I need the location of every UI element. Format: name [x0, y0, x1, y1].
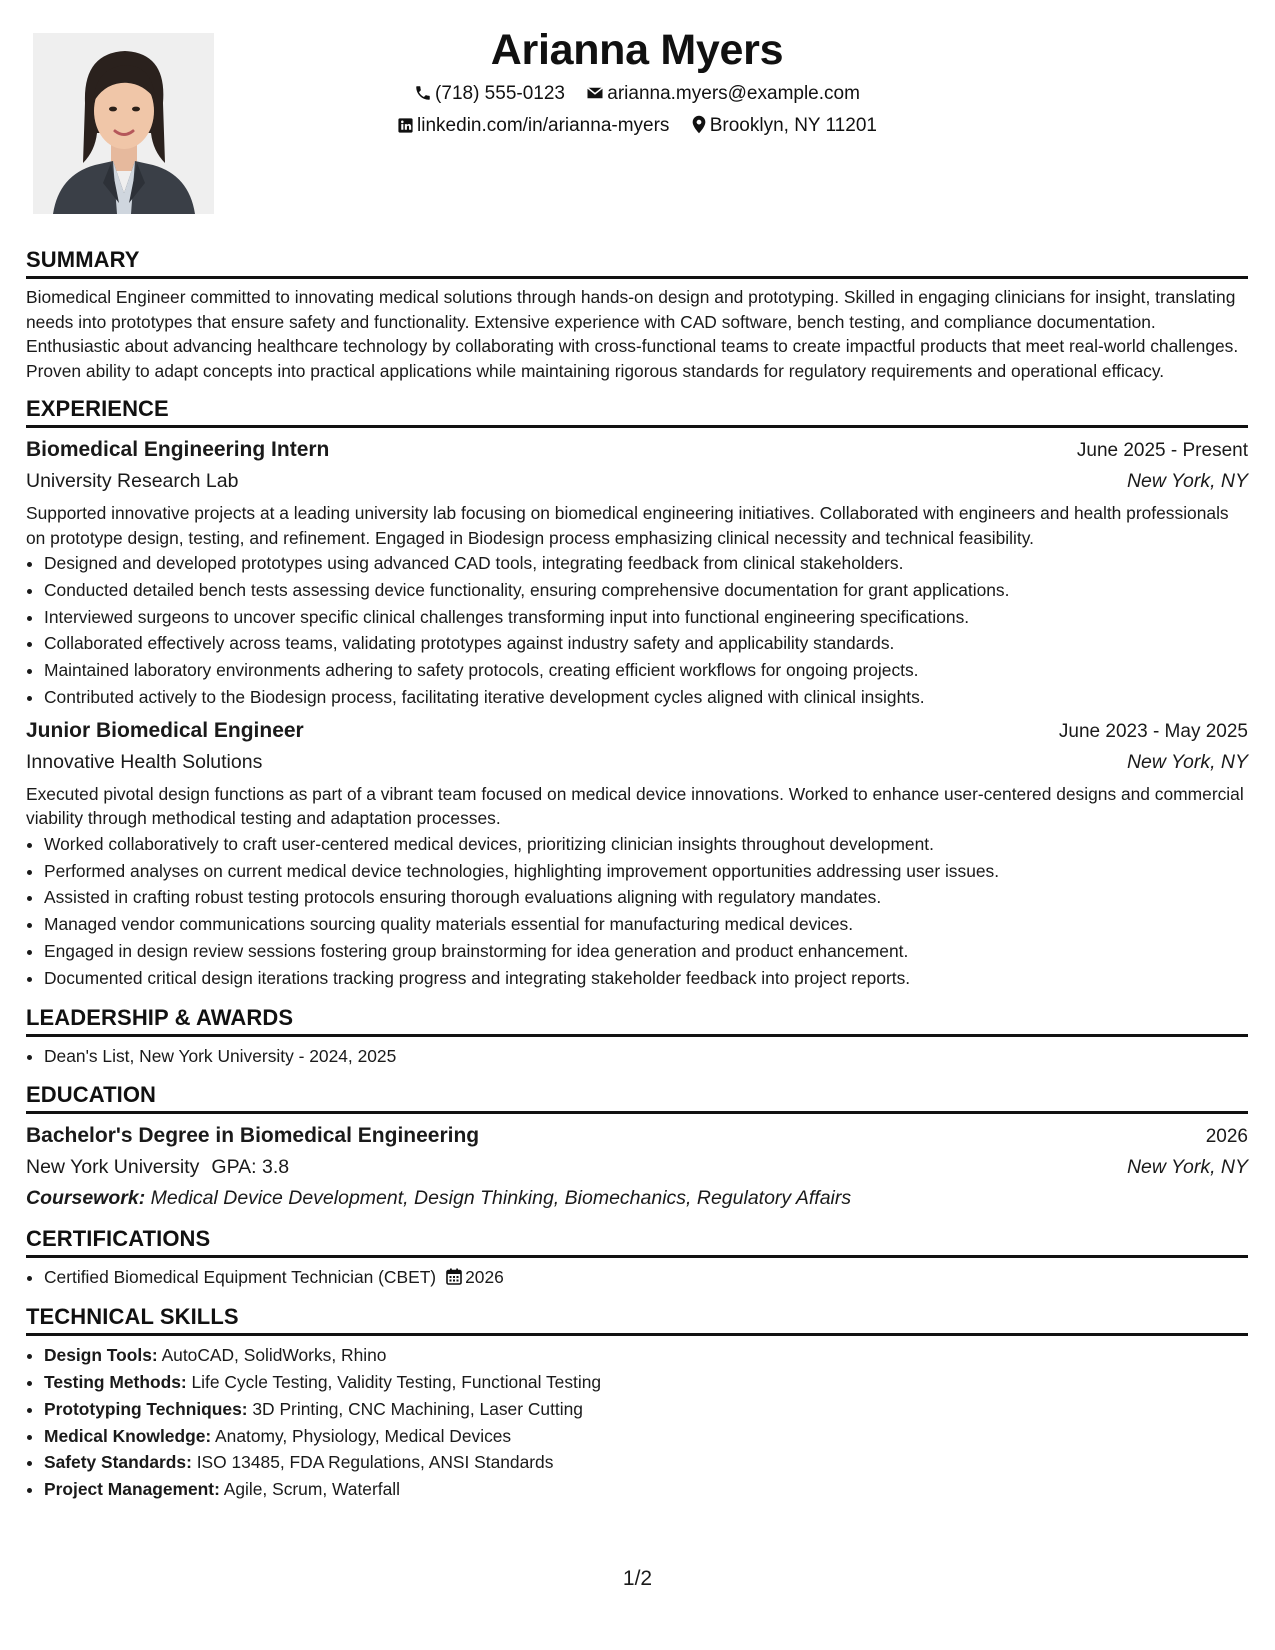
awards-list: [26, 1043, 1248, 1070]
skills-list: [26, 1342, 1248, 1503]
location-text: Brooklyn, NY 11201: [709, 115, 877, 136]
skill-label: Project Management:: [44, 1479, 220, 1500]
list-item: [44, 1396, 1248, 1423]
section-divider: [26, 1333, 1248, 1336]
gpa: GPA: 3.8: [211, 1156, 290, 1179]
leadership-section: [26, 1004, 1248, 1070]
job-bullets: [26, 550, 1248, 711]
skill-value: Agile, Scrum, Waterfall: [223, 1479, 400, 1500]
calendar-icon: [446, 1268, 462, 1285]
company-name: Innovative Health Solutions: [26, 750, 263, 773]
section-title-skills: TECHNICAL SKILLS: [26, 1304, 239, 1330]
list-item: • Contributed actively to the Biodesign process, facilitating iterative development cycles aligned with clinical insights.: [44, 684, 1248, 711]
section-title-education: EDUCATION: [26, 1082, 157, 1108]
job-location: New York, NY: [1126, 470, 1248, 492]
email-icon: [586, 84, 604, 102]
list-item: [44, 1449, 1248, 1476]
summary-section: [26, 246, 1248, 383]
job-bullets: [26, 831, 1248, 992]
section-title-summary: SUMMARY: [26, 247, 140, 272]
list-item: • Dean's List, New York University - 2024, 2025: [44, 1043, 1248, 1070]
section-divider: [26, 1255, 1248, 1258]
list-item: [44, 1423, 1248, 1450]
list-item: • Documented critical design iterations tracking progress and integrating stakeholder feedback into project reports.: [44, 965, 1248, 992]
phone-contact: [414, 78, 565, 110]
list-item: [44, 1264, 1248, 1291]
job-entry: [26, 715, 1248, 992]
phone-icon: [414, 84, 432, 102]
linkedin-icon: [397, 117, 414, 134]
skill-value: AutoCAD, SolidWorks, Rhino: [161, 1345, 387, 1366]
certification-date: [436, 1267, 504, 1287]
job-entry: [26, 434, 1248, 711]
section-title-certifications: CERTIFICATIONS: [26, 1226, 211, 1252]
skill-label: Testing Methods:: [44, 1371, 187, 1392]
certification-name: Certified Biomedical Equipment Technician (CBET): [44, 1267, 437, 1288]
school-location: New York, NY: [1126, 1156, 1248, 1179]
job-title: Junior Biomedical Engineer: [26, 718, 304, 742]
job-description: Supported innovative projects at a leading university lab focusing on biomedical engineering initiatives. Collaborated with engineers and health professionals on prototype design, testing, and refinement. Engaged in Biodesign process emphasizing clinical necessity and technical feasibility.: [26, 503, 1229, 548]
certification-year: 2026: [465, 1267, 504, 1288]
degree-title: Bachelor's Degree in Biomedical Engineering: [26, 1124, 480, 1148]
education-section: [26, 1081, 1248, 1213]
job-dates: June 2025 - Present: [1076, 440, 1248, 461]
list-item: [44, 1476, 1248, 1503]
skill-label: Medical Knowledge:: [44, 1425, 212, 1446]
resume-body: [26, 246, 1248, 1503]
list-item: [44, 1342, 1248, 1369]
phone-number: (718) 555-0123: [435, 83, 565, 104]
section-divider: [26, 276, 1248, 279]
contact-line-2: [26, 110, 1248, 142]
page-number: 1/2: [622, 1567, 653, 1590]
company-name: University Research Lab: [26, 470, 239, 492]
section-divider: [26, 1034, 1248, 1037]
job-description: Executed pivotal design functions as part of a vibrant team focused on medical device innovations. Worked to enhance user-centered designs and commercial viability through methodical testing and adaptation processes.: [26, 783, 1244, 829]
section-title-experience: EXPERIENCE: [26, 396, 169, 421]
school-line: [26, 1152, 289, 1183]
list-item: • Interviewed surgeons to uncover specific clinical challenges transforming input into functional engineering specifications.: [44, 604, 1248, 631]
list-item: • Assisted in crafting robust testing protocols ensuring thorough evaluations aligning with regulatory mandates.: [44, 884, 1248, 911]
skill-value: Anatomy, Physiology, Medical Devices: [215, 1425, 512, 1446]
certifications-list: [26, 1264, 1248, 1291]
school-name: New York University: [26, 1156, 200, 1179]
list-item: • Maintained laboratory environments adhering to safety protocols, creating efficient workflows for ongoing projects.: [44, 657, 1248, 684]
skill-value: Life Cycle Testing, Validity Testing, Functional Testing: [191, 1371, 602, 1392]
list-item: • Performed analyses on current medical device technologies, highlighting improvement opportunities addressing user issues.: [44, 858, 1248, 885]
skills-section: [26, 1303, 1248, 1503]
list-item: • Managed vendor communications sourcing quality materials essential for manufacturing medical devices.: [44, 911, 1248, 938]
job-location: New York, NY: [1126, 750, 1248, 773]
resume-header: [26, 22, 1248, 142]
experience-section: [26, 395, 1248, 992]
linkedin-url[interactable]: linkedin.com/in/arianna-myers: [417, 115, 670, 136]
email-address[interactable]: arianna.myers@example.com: [607, 83, 860, 104]
section-title-leadership: LEADERSHIP & AWARDS: [26, 1004, 294, 1030]
location-pin-icon: [691, 115, 707, 134]
resume-page: [26, 0, 1248, 1650]
candidate-name: Arianna Myers: [490, 26, 784, 74]
coursework: [26, 1183, 1248, 1213]
linkedin-contact[interactable]: [397, 110, 669, 142]
job-dates: June 2023 - May 2025: [1058, 720, 1248, 742]
location-contact: [691, 110, 877, 142]
section-divider: [26, 1111, 1248, 1114]
skill-label: Safety Standards:: [44, 1452, 192, 1473]
contact-line-1: [26, 78, 1248, 110]
list-item: • Engaged in design review sessions fostering group brainstorming for idea generation and product enhancement.: [44, 938, 1248, 965]
list-item: • Designed and developed prototypes using advanced CAD tools, integrating feedback from clinical stakeholders.: [44, 550, 1248, 577]
skill-value: 3D Printing, CNC Machining, Laser Cutting: [252, 1398, 583, 1419]
skill-label: Design Tools:: [44, 1345, 158, 1366]
coursework-label: Coursework:: [26, 1187, 146, 1210]
certifications-section: [26, 1225, 1248, 1291]
summary-text: Biomedical Engineer committed to innovating medical solutions through hands-on design and prototyping. Skilled in engaging clinicians for insight, translating needs into prototypes that ensure safety and functionality. Extensive experience with CAD software, bench testing, and compliance documentation. Enthusiastic about advancing healthcare technology by collaborating with cross-functional teams to create impactful products that meet real-world challenges. Proven ability to adapt concepts into practical applications while maintaining rigorous standards for regulatory requirements and operational efficacy.: [26, 287, 1239, 381]
list-item: • Collaborated effectively across teams, validating prototypes against industry safety and applicability standards.: [44, 630, 1248, 657]
list-item: • Conducted detailed bench tests assessing device functionality, ensuring comprehensive documentation for grant applications.: [44, 577, 1248, 604]
email-contact[interactable]: [586, 78, 860, 110]
skill-label: Prototyping Techniques:: [44, 1398, 248, 1419]
graduation-year: 2026: [1205, 1126, 1248, 1148]
skill-value: ISO 13485, FDA Regulations, ANSI Standards: [196, 1452, 554, 1473]
list-item: [44, 1369, 1248, 1396]
coursework-list: Medical Device Development, Design Thinking, Biomechanics, Regulatory Affairs: [150, 1187, 852, 1210]
list-item: • Worked collaboratively to craft user-centered medical devices, prioritizing clinician insights throughout development.: [44, 831, 1248, 858]
job-title: Biomedical Engineering Intern: [26, 438, 330, 461]
section-divider: [26, 425, 1248, 428]
